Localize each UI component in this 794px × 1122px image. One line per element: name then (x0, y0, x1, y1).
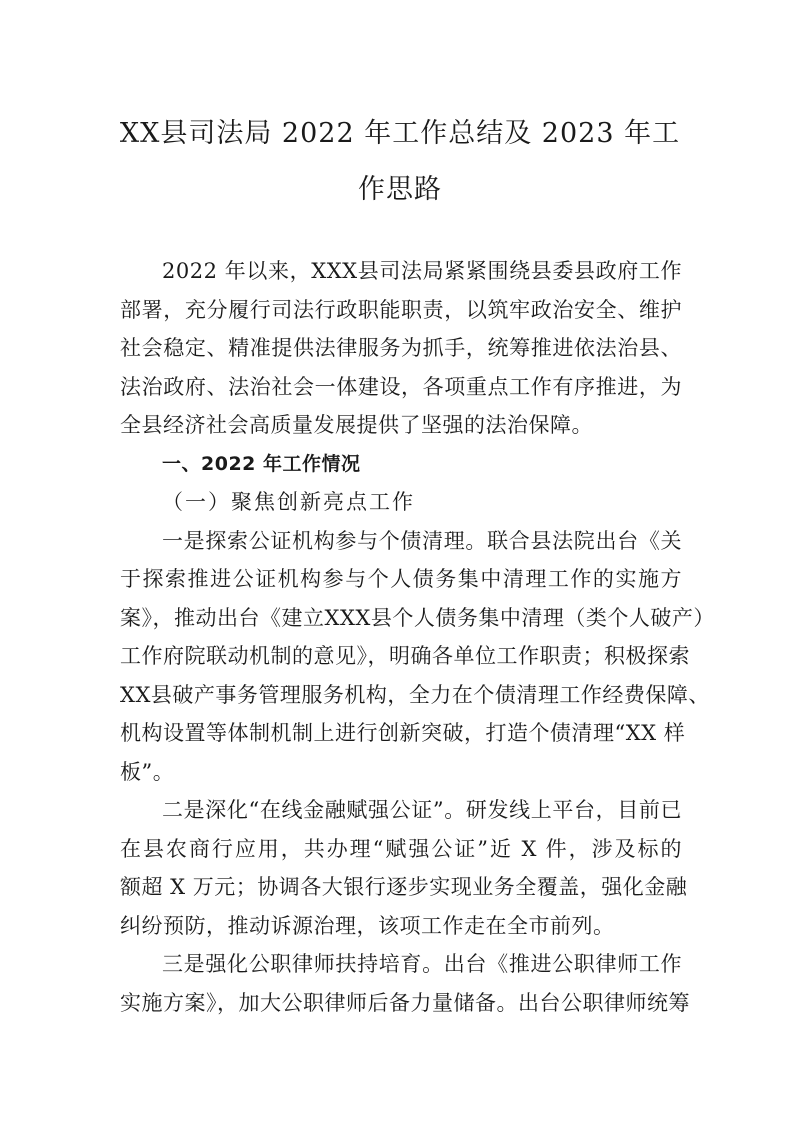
title-line-2: 作思路 (358, 174, 442, 205)
intro-line: 部署，充分履行司法行政职能职责，以筑牢政治安全、维护 (120, 297, 682, 322)
intro-paragraph (120, 252, 682, 445)
paragraph-line: 于探索推进公证机构参与个人债务集中清理工作的实施方 (120, 567, 682, 591)
document-title (100, 106, 700, 218)
paragraph-line: 在县农商行应用，共办理“赋强公证”近 X 件，涉及标的 (120, 836, 682, 861)
paragraph-line: 额超 X 万元；协调各大银行逐步实现业务全覆盖，强化金融 (120, 875, 688, 899)
intro-line: 社会稳定、精准提供法律服务为抓手，统筹推进依法治县、 (120, 336, 682, 360)
paragraph-line: 三是强化公职律师扶持培育。出台《推进公职律师工作 (162, 952, 682, 976)
paragraph-line: 纠纷预防，推动诉源治理，该项工作走在全市前列。 (120, 913, 615, 938)
paragraph-line: 板”。 (120, 759, 175, 784)
paragraph-line: 一是探索公证机构参与个债清理。联合县法院出台《关 (162, 528, 682, 553)
paragraph-2 (120, 791, 688, 945)
paragraph-line: 实施方案》，加大公职律师后备力量储备。出台公职律师统筹 (120, 990, 690, 1015)
paragraph-line: 机构设置等体制机制上进行创新突破，打造个债清理“XX 样 (120, 721, 686, 745)
paragraph-line: 二是深化“在线金融赋强公证”。研发线上平台，目前已 (162, 798, 682, 822)
paragraph-line: 案》，推动出台《建立XXX县个人债务集中清理（类个人破产） (120, 605, 715, 630)
title-line-1: XX县司法局 2022 年工作总结及 2023 年工 (119, 118, 681, 149)
paragraph-line: 工作府院联动机制的意见》，明确各单位工作职责；积极探索 (120, 644, 690, 668)
intro-line: 2022 年以来，XXX县司法局紧紧围绕县委县政府工作 (162, 259, 682, 283)
intro-line: 法治政府、法治社会一体建设，各项重点工作有序推进，为 (120, 374, 682, 399)
paragraph-1 (120, 522, 715, 792)
document-body (120, 252, 715, 1022)
paragraph-3 (120, 945, 690, 1022)
subsection-heading-1: （一）聚焦创新亮点工作 (162, 490, 415, 514)
paragraph-line: XX县破产事务管理服务机构，全力在个债清理工作经费保障、 (120, 682, 710, 707)
section-heading-1: 一、2022 年工作情况 (162, 452, 361, 475)
intro-line: 全县经济社会高质量发展提供了坚强的法治保障。 (120, 413, 593, 437)
